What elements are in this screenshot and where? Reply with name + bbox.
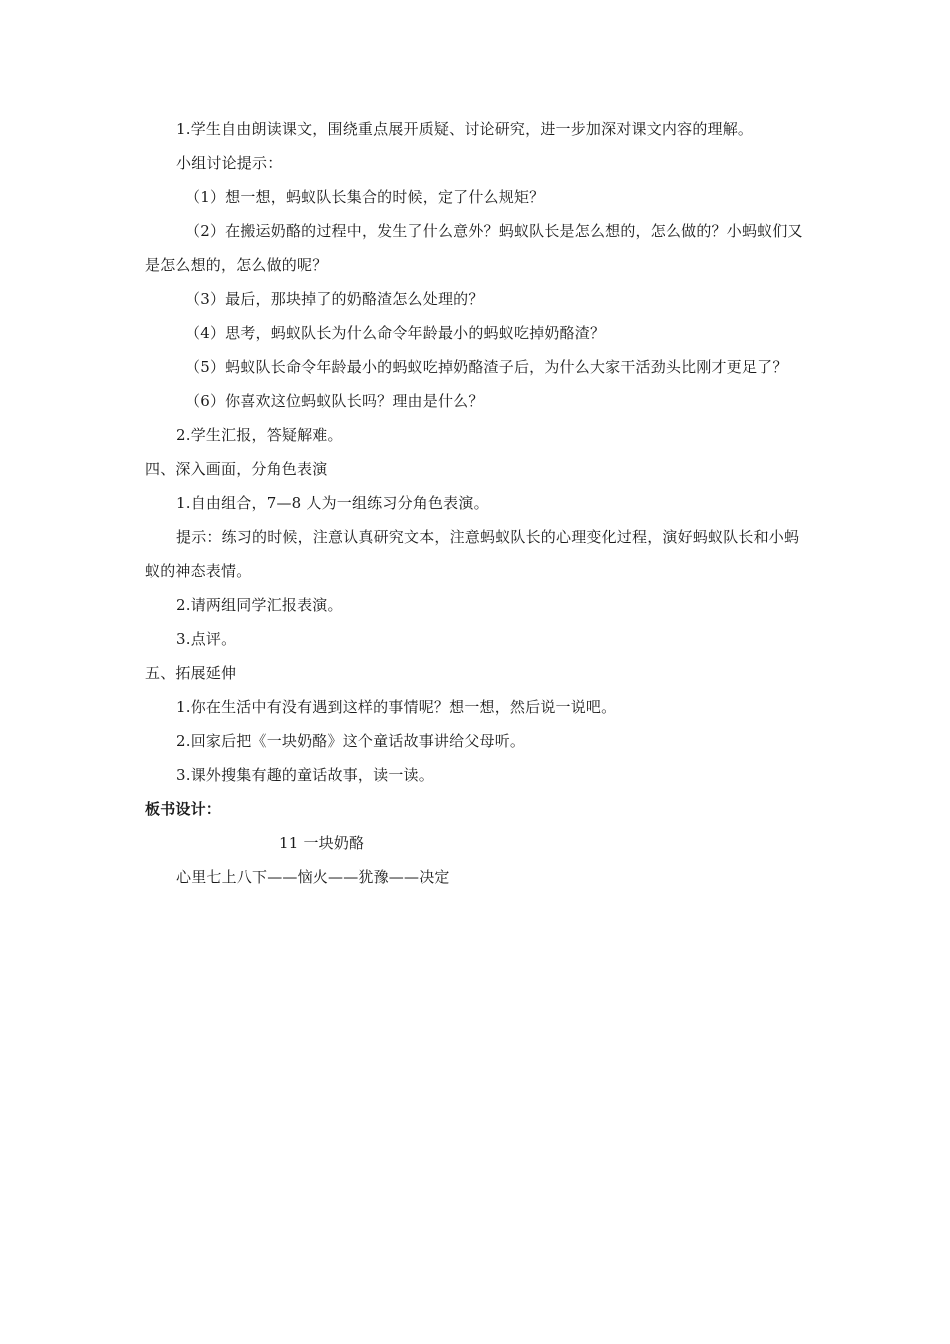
paragraph-study-1: 1.学生自由朗读课文，围绕重点展开质疑、讨论研究，进一步加深对课文内容的理解。	[176, 120, 754, 138]
paragraph-study-2: 2.学生汇报，答疑解难。	[176, 426, 343, 444]
paragraph-extension-2: 2.回家后把《一块奶酪》这个童话故事讲给父母听。	[176, 732, 526, 750]
board-line: 心里七上八下——恼火——犹豫——决定	[176, 868, 450, 886]
paragraph-role-play-tip: 提示：练习的时候，注意认真研究文本，注意蚂蚁队长的心理变化过程，演好蚂蚁队长和小蚂蚁的神态表情。	[145, 528, 800, 580]
paragraph-role-play-3: 3.点评。	[176, 630, 237, 648]
paragraph-question-5: （5）蚂蚁队长命令年龄最小的蚂蚁吃掉奶酪渣子后，为什么大家干活劲头比刚才更足了？	[185, 358, 788, 376]
paragraph-extension-3: 3.课外搜集有趣的童话故事，读一读。	[176, 766, 434, 784]
paragraph-role-play-2: 2.请两组同学汇报表演。	[176, 596, 343, 614]
paragraph-extension-1: 1.你在生活中有没有遇到这样的事情呢？想一想，然后说一说吧。	[176, 698, 617, 716]
document-body	[145, 112, 810, 894]
paragraph-question-1: （1）想一想，蚂蚁队长集合的时候，定了什么规矩？	[185, 188, 545, 206]
paragraph-question-2: （2）在搬运奶酪的过程中，发生了什么意外？蚂蚁队长是怎么想的，怎么做的？小蚂蚁们又是怎么想的，怎么做的呢？	[145, 222, 803, 274]
board-title: 11 一块奶酪	[279, 834, 365, 852]
paragraph-question-4: （4）思考，蚂蚁队长为什么命令年龄最小的蚂蚁吃掉奶酪渣？	[185, 324, 606, 342]
section-heading-four: 四、深入画面，分角色表演	[145, 460, 328, 478]
paragraph-question-6: （6）你喜欢这位蚂蚁队长吗？理由是什么？	[185, 392, 484, 410]
paragraph-role-play-1: 1.自由组合，7—8 人为一组练习分角色表演。	[176, 494, 489, 512]
section-heading-five: 五、拓展延伸	[145, 664, 237, 682]
board-design-heading: 板书设计：	[145, 800, 222, 818]
paragraph-question-3: （3）最后，那块掉了的奶酪渣怎么处理的？	[185, 290, 484, 308]
paragraph-discussion-hint: 小组讨论提示：	[176, 154, 283, 172]
